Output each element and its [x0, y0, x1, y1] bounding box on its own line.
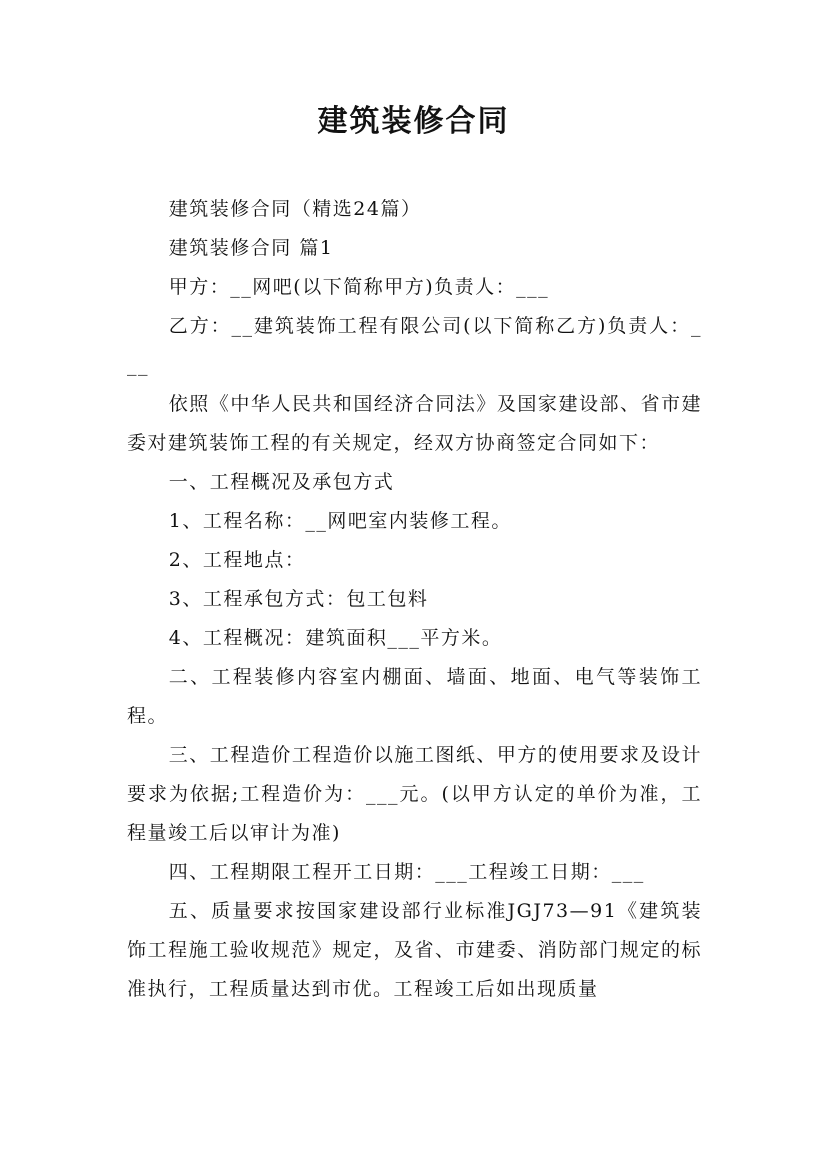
paragraph-project-location: 2、工程地点：	[168, 549, 306, 571]
paragraph-clause-1-heading: 一、工程概况及承包方式	[168, 471, 395, 493]
paragraph-contract-method: 3、工程承包方式：包工包料	[168, 588, 429, 610]
paragraph-preamble: 依照《中华人民共和国经济合同法》及国家建设部、省市建委对建筑装饰工程的有关规定，经双方协商签定合同如下：	[127, 393, 702, 454]
paragraph-clause-5: 五、质量要求按国家建设部行业标准JGJ73—91《建筑装饰工程施工验收规范》规定，及省、市建委、消防部门规定的标准执行，工程质量达到市优。工程竣工后如出现质量	[127, 900, 702, 1000]
paragraph-party-a: 甲方：__网吧(以下简称甲方)负责人：___	[168, 276, 550, 298]
paragraph-party-b: 乙方：__建筑装饰工程有限公司(以下简称乙方)负责人：___	[127, 315, 702, 376]
document-body	[127, 190, 702, 1009]
paragraph-project-name: 1、工程名称：__网吧室内装修工程。	[168, 510, 512, 532]
paragraph-project-overview: 4、工程概况：建筑面积___平方米。	[168, 627, 503, 649]
paragraph-section-heading: 建筑装修合同 篇1	[168, 237, 334, 259]
paragraph-clause-2: 二、工程装修内容室内棚面、墙面、地面、电气等装饰工程。	[127, 666, 702, 727]
paragraph-clause-3: 三、工程造价工程造价以施工图纸、甲方的使用要求及设计要求为依据;工程造价为：___元。(以甲方认定的单价为准，工程量竣工后以审计为准)	[127, 744, 702, 844]
document-title: 建筑装修合同	[317, 104, 510, 139]
paragraph-clause-4: 四、工程期限工程开工日期：___工程竣工日期：___	[168, 861, 645, 883]
paragraph-subtitle: 建筑装修合同（精选24篇）	[168, 198, 422, 220]
